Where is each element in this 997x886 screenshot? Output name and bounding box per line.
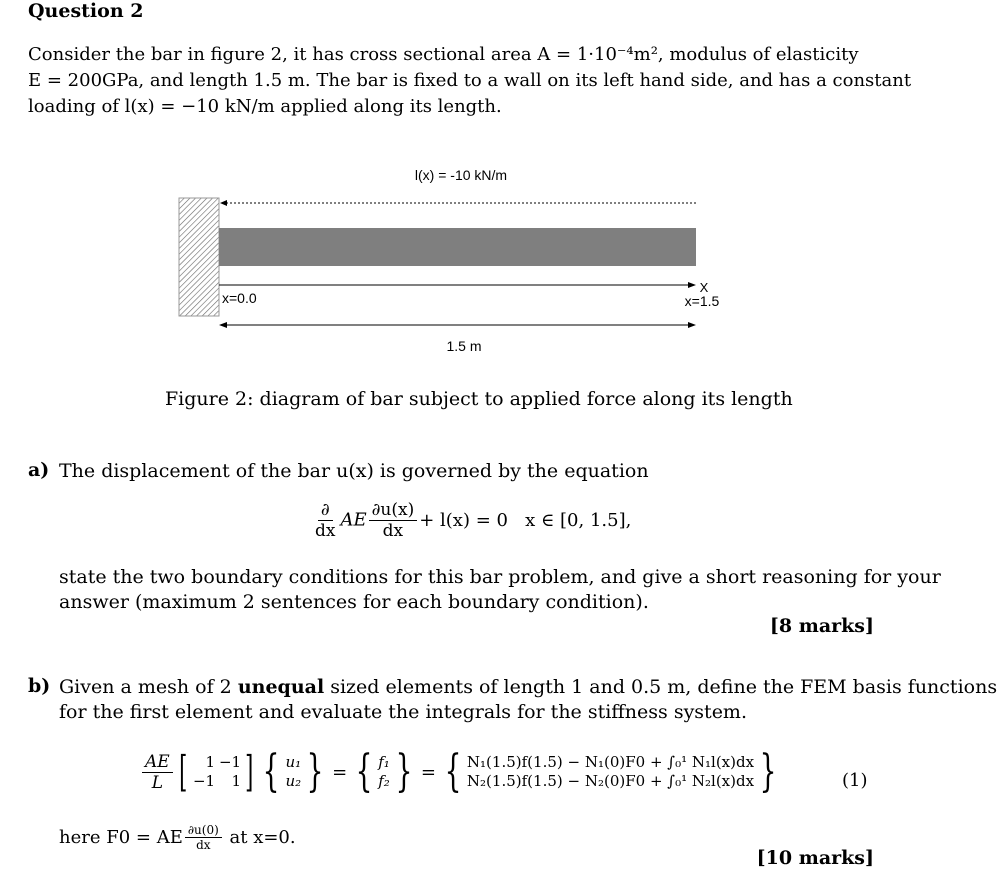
part-b-label: b) bbox=[28, 675, 51, 697]
x-axis-arrow bbox=[688, 282, 696, 288]
u2: u₂ bbox=[285, 772, 302, 790]
k12: −1 bbox=[218, 753, 242, 771]
equals-2: = bbox=[420, 761, 436, 783]
f-right-brace: } bbox=[395, 746, 413, 797]
intro-paragraph bbox=[28, 42, 912, 120]
eq-dx-2: dx bbox=[382, 521, 404, 541]
u-vector bbox=[285, 753, 301, 791]
eq-ae-b: AE bbox=[142, 752, 173, 773]
eq-d-dx bbox=[312, 500, 338, 541]
dimension-arrow-right bbox=[688, 322, 696, 328]
x-end-label: x=1.5 bbox=[684, 293, 720, 309]
eq-du-dx bbox=[369, 500, 418, 541]
eq-dx: dx bbox=[315, 521, 336, 541]
part-a-line-1: The displacement of the bar u(x) is governed by the equation bbox=[59, 460, 649, 482]
rhs-vector bbox=[467, 753, 754, 791]
length-label: 1.5 m bbox=[446, 338, 482, 354]
part-a-label: a) bbox=[28, 459, 50, 481]
x-axis-label: X bbox=[699, 280, 709, 295]
load-arrow-head bbox=[220, 200, 227, 206]
k21: −1 bbox=[192, 772, 216, 790]
f-left-brace: { bbox=[355, 746, 373, 797]
figure-caption: Figure 2: diagram of bar subject to applied force along its length bbox=[165, 388, 793, 410]
eq-du: ∂u(x) bbox=[369, 500, 418, 521]
f0-du: ∂u(0) bbox=[185, 823, 222, 838]
f0-post: at x=0. bbox=[223, 827, 296, 848]
eq-rest: + l(x) = 0 x ∈ [0, 1.5], bbox=[419, 510, 632, 531]
part-a-marks: [8 marks] bbox=[769, 615, 874, 637]
wall-hatch bbox=[179, 198, 219, 316]
part-a-line-3: answer (maximum 2 sentences for each boundary condition). bbox=[59, 591, 649, 613]
intro-line-3: loading of l(x) = −10 kN/m applied along its length. bbox=[28, 96, 502, 117]
eq-l: L bbox=[151, 772, 163, 793]
rhs-row-1: N₁(1.5)f(1.5) − N₁(0)F0 + ∫₀¹ N₁l(x)dx bbox=[466, 753, 755, 771]
u-left-brace: { bbox=[263, 746, 280, 797]
part-b-line-1-pre: Given a mesh of 2 bbox=[59, 676, 238, 698]
load-label: l(x) = -10 kN/m bbox=[414, 167, 508, 183]
rhs-right-brace: } bbox=[759, 746, 777, 797]
governing-equation bbox=[310, 500, 631, 541]
intro-line-1: Consider the bar in figure 2, it has cross sectional area A = 1·10⁻⁴m², modulus of elasticity bbox=[28, 44, 859, 65]
eq-d: ∂ bbox=[318, 500, 333, 521]
part-b-line-1-bold: unequal bbox=[237, 676, 325, 698]
part-a-line-2: state the two boundary conditions for this bar problem, and give a short reasoning for your bbox=[59, 566, 941, 588]
k11: 1 bbox=[205, 753, 216, 771]
k22: 1 bbox=[231, 772, 242, 790]
rhs-left-brace: { bbox=[444, 746, 462, 797]
rhs-row-2: N₂(1.5)f(1.5) − N₂(0)F0 + ∫₀¹ N₂l(x)dx bbox=[466, 772, 755, 790]
equals-1: = bbox=[332, 761, 348, 783]
part-b-line-1 bbox=[59, 675, 997, 700]
part-b-line-2: for the first element and evaluate the integrals for the stiffness system. bbox=[59, 701, 747, 723]
intro-line-2: E = 200GPa, and length 1.5 m. The bar is fixed to a wall on its left hand side, and has a constant bbox=[28, 70, 912, 91]
u-right-brace: } bbox=[306, 746, 324, 797]
eq-ae: AE bbox=[340, 509, 367, 531]
part-b-marks: [10 marks] bbox=[756, 847, 874, 869]
stiffness-matrix bbox=[191, 753, 241, 791]
f1: f₁ bbox=[378, 753, 390, 771]
equation-number: (1) bbox=[842, 770, 868, 791]
eq-ae-over-l bbox=[142, 752, 173, 793]
f2: f₂ bbox=[378, 772, 390, 790]
f-vector bbox=[378, 753, 390, 791]
bar-diagram bbox=[0, 150, 924, 380]
f0-definition bbox=[59, 823, 296, 852]
f0-derivative bbox=[185, 823, 222, 852]
matrix-right-bracket: ] bbox=[245, 747, 254, 796]
dimension-arrow-left bbox=[219, 322, 227, 328]
x-start-label: x=0.0 bbox=[222, 290, 257, 306]
f0-pre: here F0 = AE bbox=[59, 827, 183, 848]
matrix-left-bracket: [ bbox=[178, 747, 187, 796]
u1: u₁ bbox=[285, 753, 302, 771]
bar bbox=[219, 228, 696, 266]
question-heading: Question 2 bbox=[28, 0, 144, 22]
f0-dx: dx bbox=[196, 838, 211, 852]
stiffness-system-equation bbox=[140, 746, 782, 797]
part-b-line-1-post: sized elements of length 1 and 0.5 m, define the FEM basis functions bbox=[324, 676, 997, 698]
